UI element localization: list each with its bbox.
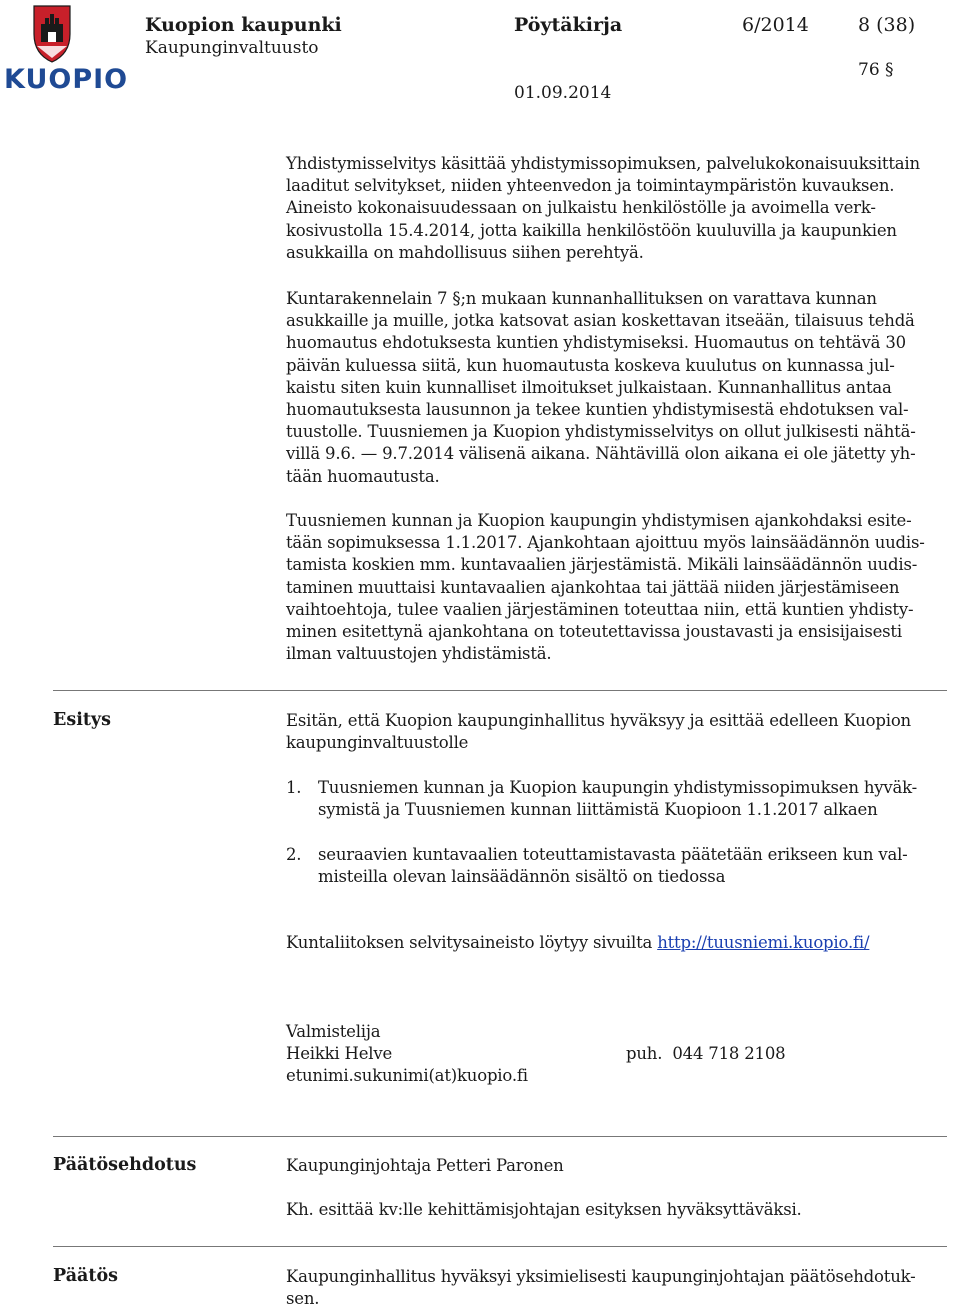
coat-of-arms-icon xyxy=(4,4,100,64)
text-line: Kuntarakennelain 7 §;n mukaan kunnanhallituksen on varattava kunnan xyxy=(286,289,877,308)
decision-text xyxy=(286,1266,946,1310)
material-link[interactable]: http://tuusniemi.kuopio.fi/ xyxy=(657,933,870,952)
text-line: Aineisto kokonaisuudessaan on julkaistu henkilöstölle ja avoimella verk- xyxy=(286,198,876,218)
text-line: laaditut selvitykset, niiden yhteenvedon ja toimintaympäristön kuvauksen. xyxy=(286,176,895,196)
text-line: Yhdistymisselvitys käsittää yhdistymissopimuksen, palvelukokonaisuuksittain xyxy=(286,154,920,173)
list-number: 1. xyxy=(286,778,302,797)
material-text: Kuntaliitoksen selvitysaineisto löytyy sivuilta xyxy=(286,933,658,952)
text-line: minen esitettynä ajankohtana on toteutettavissa joustavasti ja ensisijaisesti xyxy=(286,622,902,642)
section-number: 76 § xyxy=(858,60,894,80)
council-name: Kaupunginvaltuusto xyxy=(145,38,319,58)
preparer-title: Valmistelija xyxy=(286,1022,381,1041)
hearing-paragraph xyxy=(286,288,946,488)
esitys-label: Esitys xyxy=(53,710,111,730)
proposal-note: Kh. esittää kv:lle kehittämisjohtajan esityksen hyväksyttäväksi. xyxy=(286,1200,802,1219)
text-line: sen. xyxy=(286,1289,320,1309)
preparer-block xyxy=(286,1021,946,1088)
page-number: 8 (38) xyxy=(858,14,916,36)
kuopio-logo xyxy=(4,4,129,96)
logo-wordmark: KUOPIO xyxy=(4,64,129,95)
text-line: villä 9.6. — 9.7.2014 välisenä aikana. Nähtävillä olon aikana ei ole jätetty yh- xyxy=(286,444,916,464)
proposal-label: Päätösehdotus xyxy=(53,1155,197,1175)
text-line: taminen muuttaisi kuntavaalien ajankohtaa tai jättää niiden järjestämiseen xyxy=(286,577,900,597)
text-line: symistä ja Tuusniemen kunnan liittämistä Kuopioon 1.1.2017 alkaen xyxy=(318,800,878,820)
text-line: Tuusniemen kunnan ja Kuopion kaupungin yhdistymissopimuksen hyväk- xyxy=(318,778,918,797)
doc-type: Pöytäkirja xyxy=(514,14,623,36)
list-item-text xyxy=(318,777,958,821)
preparer-email: etunimi.sukunimi(at)kuopio.fi xyxy=(286,1066,528,1086)
esitys-intro xyxy=(286,710,946,754)
text-line: asukkaille ja muille, jotka katsovat asian koskettavan itseään, tilaisuus tehdä xyxy=(286,311,915,331)
text-line: asukkailla on mahdollisuus siihen perehtyä. xyxy=(286,242,644,262)
text-line: kaistu siten kuin kunnalliset ilmoitukset julkaistaan. Kunnanhallitus antaa xyxy=(286,377,892,397)
preparer-phone: puh. 044 718 2108 xyxy=(626,1044,786,1063)
section-divider xyxy=(53,690,947,691)
text-line: huomautus ehdotuksesta kuntien yhdistymiseksi. Huomautus on tehtävä 30 xyxy=(286,333,906,353)
text-line: ilman valtuustojen yhdistämistä. xyxy=(286,644,552,664)
text-line: Tuusniemen kunnan ja Kuopion kaupungin yhdistymisen ajankohdaksi esite- xyxy=(286,511,912,530)
text-line: Esitän, että Kuopion kaupunginhallitus hyväksyy ja esittää edelleen Kuopion xyxy=(286,711,911,730)
intro-paragraph xyxy=(286,153,946,264)
material-line xyxy=(286,932,946,954)
org-name: Kuopion kaupunki xyxy=(145,14,342,36)
list-item-text xyxy=(318,844,958,888)
text-line: Kaupunginhallitus hyväksyi yksimielisesti kaupunginjohtajan päätösehdotuk- xyxy=(286,1267,916,1286)
text-line: päivän kuluessa siitä, kun huomautusta koskeva kuulutus on kunnassa jul- xyxy=(286,355,895,375)
issue-number: 6/2014 xyxy=(742,14,809,36)
text-line: vaihtoehtoja, tulee vaalien järjestäminen toteuttaa niin, että kuntien yhdisty- xyxy=(286,599,914,619)
decision-label: Päätös xyxy=(53,1266,118,1286)
section-divider xyxy=(53,1246,947,1247)
timing-paragraph xyxy=(286,510,946,665)
text-line: kosivustolla 15.4.2014, jotta kaikilla henkilöstöön kuuluvilla ja kaupunkien xyxy=(286,220,897,240)
text-line: tuustolle. Tuusniemen ja Kuopion yhdistymisselvitys on ollut julkisesti nähtä- xyxy=(286,422,916,442)
text-line: kaupunginvaltuustolle xyxy=(286,733,469,753)
text-line: tään huomautusta. xyxy=(286,466,440,486)
text-line: seuraavien kuntavaalien toteuttamistavasta päätetään erikseen kun val- xyxy=(318,845,908,864)
text-line: tamista koskien mm. kuntavaalien järjestämistä. Mikäli lainsäädännön uudis- xyxy=(286,555,918,575)
section-divider xyxy=(53,1136,947,1137)
list-number: 2. xyxy=(286,845,302,864)
text-line: misteilla olevan lainsäädännön sisältö on tiedossa xyxy=(318,867,726,887)
text-line: Kaupunginjohtaja Petteri Paronen xyxy=(286,1156,564,1175)
text-line: huomautuksesta lausunnon ja tekee kuntien yhdistymisestä ehdotuksen val- xyxy=(286,400,909,420)
preparer-name: Heikki Helve xyxy=(286,1044,393,1064)
meeting-date: 01.09.2014 xyxy=(514,83,612,103)
proposal-text xyxy=(286,1155,946,1177)
text-line: tään sopimuksessa 1.1.2017. Ajankohtaan ajoittuu myös lainsäädännön uudis- xyxy=(286,533,925,553)
